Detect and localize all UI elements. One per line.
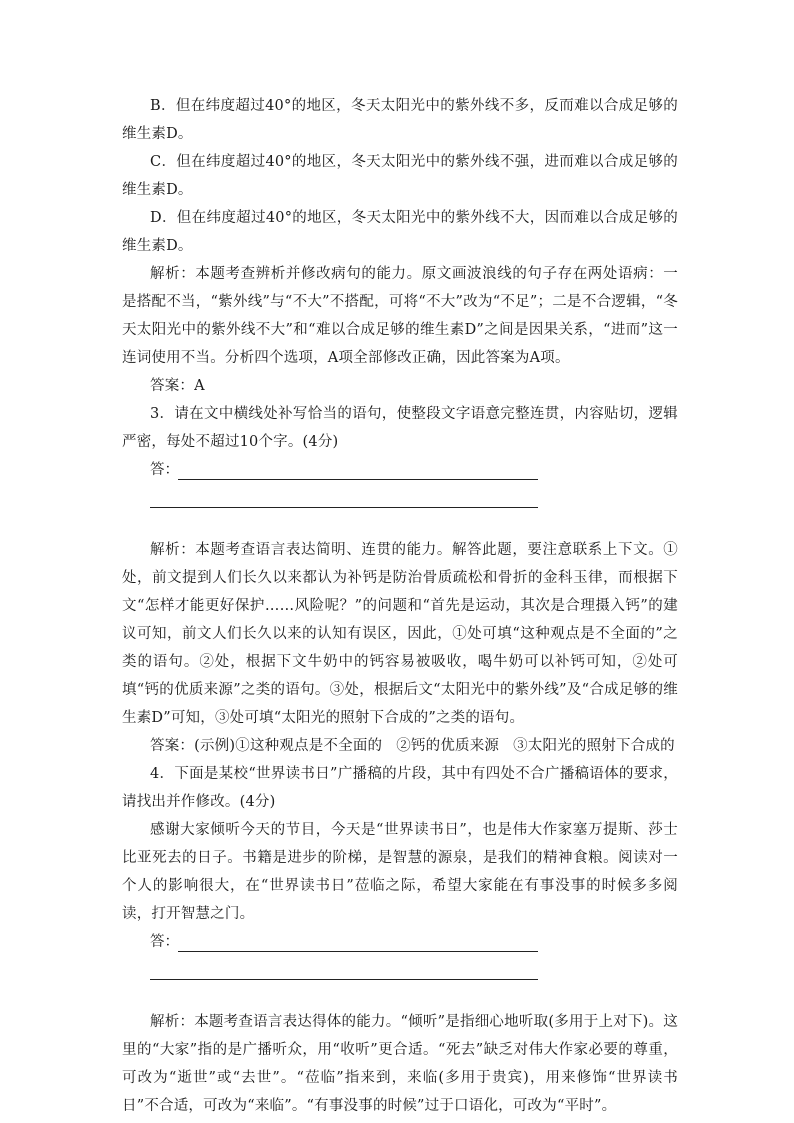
analysis-q3: 解析：本题考查语言表达简明、连贯的能力。解答此题，要注意联系上下文。①处，前文提到人们长久以来都认为补钙是防治骨质疏松和骨折的金科玉律，而根据下文“怎样才能更好保护……风险呢？”的问题和“首先是运动，其次是合理摄入钙”的建议可知，前文人们长久以来的认知有误区，因此，①处可填“这种观点是不全面的”之类的语句。②处，根据下文牛奶中的钙容易被吸收，喝牛奶可以补钙可知，②处可填“钙的优质来源”之类的语句。③处，根据后文“太阳光中的紫外线”及“合成足够的维生素D”可知，③处可填“太阳光的照射下合成的”之类的语句。 (122, 542, 678, 726)
document-body (122, 92, 678, 1120)
option-d: D．但在纬度超过40°的地区，冬天太阳光中的紫外线不大，因而难以合成足够的维生素D。 (122, 210, 678, 254)
answer-line-q3-second (122, 484, 678, 512)
answer-line-q4 (122, 928, 678, 956)
answer-q2: 答案：A (150, 378, 205, 394)
question-4: 4．下面是某校“世界读书日”广播稿的片段，其中有四处不合广播稿语体的要求，请找出并作修改。(4分) (122, 766, 678, 810)
spacer (122, 512, 678, 536)
answer-line-q4-second (122, 956, 678, 984)
question-4-text: 感谢大家倾听今天的节目，今天是“世界读书日”，也是伟大作家塞万提斯、莎士比亚死去的日子。书籍是进步的阶梯，是智慧的源泉，是我们的精神食粮。阅读对一个人的影响很大，在“世界读书日”莅临之际，希望大家能在有事没事的时候多多阅读，打开智慧之门。 (122, 822, 678, 922)
answer-line-q3 (122, 456, 678, 484)
spacer (122, 984, 678, 1008)
answer-rule (150, 507, 538, 508)
analysis-q4: 解析：本题考查语言表达得体的能力。“倾听”是指细心地听取(多用于上对下)。这里的“大家”指的是广播听众，用“收听”更合适。“死去”缺乏对伟大作家必要的尊重，可改为“逝世”或“去世”。“莅临”指来到，来临(多用于贵宾)，用来修饰“世界读书日”不合适，可改为“来临”。“有事没事的时候”过于口语化，可改为“平时”。 (122, 1014, 678, 1114)
option-c: C．但在纬度超过40°的地区，冬天太阳光中的紫外线不强，进而难以合成足够的维生素D。 (122, 154, 678, 198)
answer-q3-item-3: ③太阳光的照射下合成的 (513, 738, 675, 754)
answer-q3 (122, 732, 678, 760)
answer-label: 答： (150, 462, 179, 478)
answer-label: 答： (150, 934, 179, 950)
answer-q3-prefix: 答案：(示例) (150, 738, 236, 754)
analysis-q2: 解析：本题考查辨析并修改病句的能力。原文画波浪线的句子存在两处语病：一是搭配不当，“紫外线”与“不大”不搭配，可将“不大”改为“不足”；二是不合逻辑，“冬天太阳光中的紫外线不大”和“难以合成足够的维生素D”之间是因果关系，“进而”这一连词使用不当。分析四个选项，A项全部修改正确，因此答案为A项。 (122, 266, 678, 366)
answer-q3-item-2: ②钙的优质来源 (396, 738, 500, 754)
answer-q3-item-1: ①这种观点是不全面的 (235, 738, 383, 754)
question-3: 3．请在文中横线处补写恰当的语句，使整段文字语意完整连贯，内容贴切，逻辑严密，每处不超过10个字。(4分) (122, 406, 678, 450)
answer-rule (178, 479, 538, 480)
option-b: B．但在纬度超过40°的地区，冬天太阳光中的紫外线不多，反而难以合成足够的维生素D。 (122, 98, 678, 142)
answer-rule (178, 951, 538, 952)
answer-rule (150, 979, 538, 980)
